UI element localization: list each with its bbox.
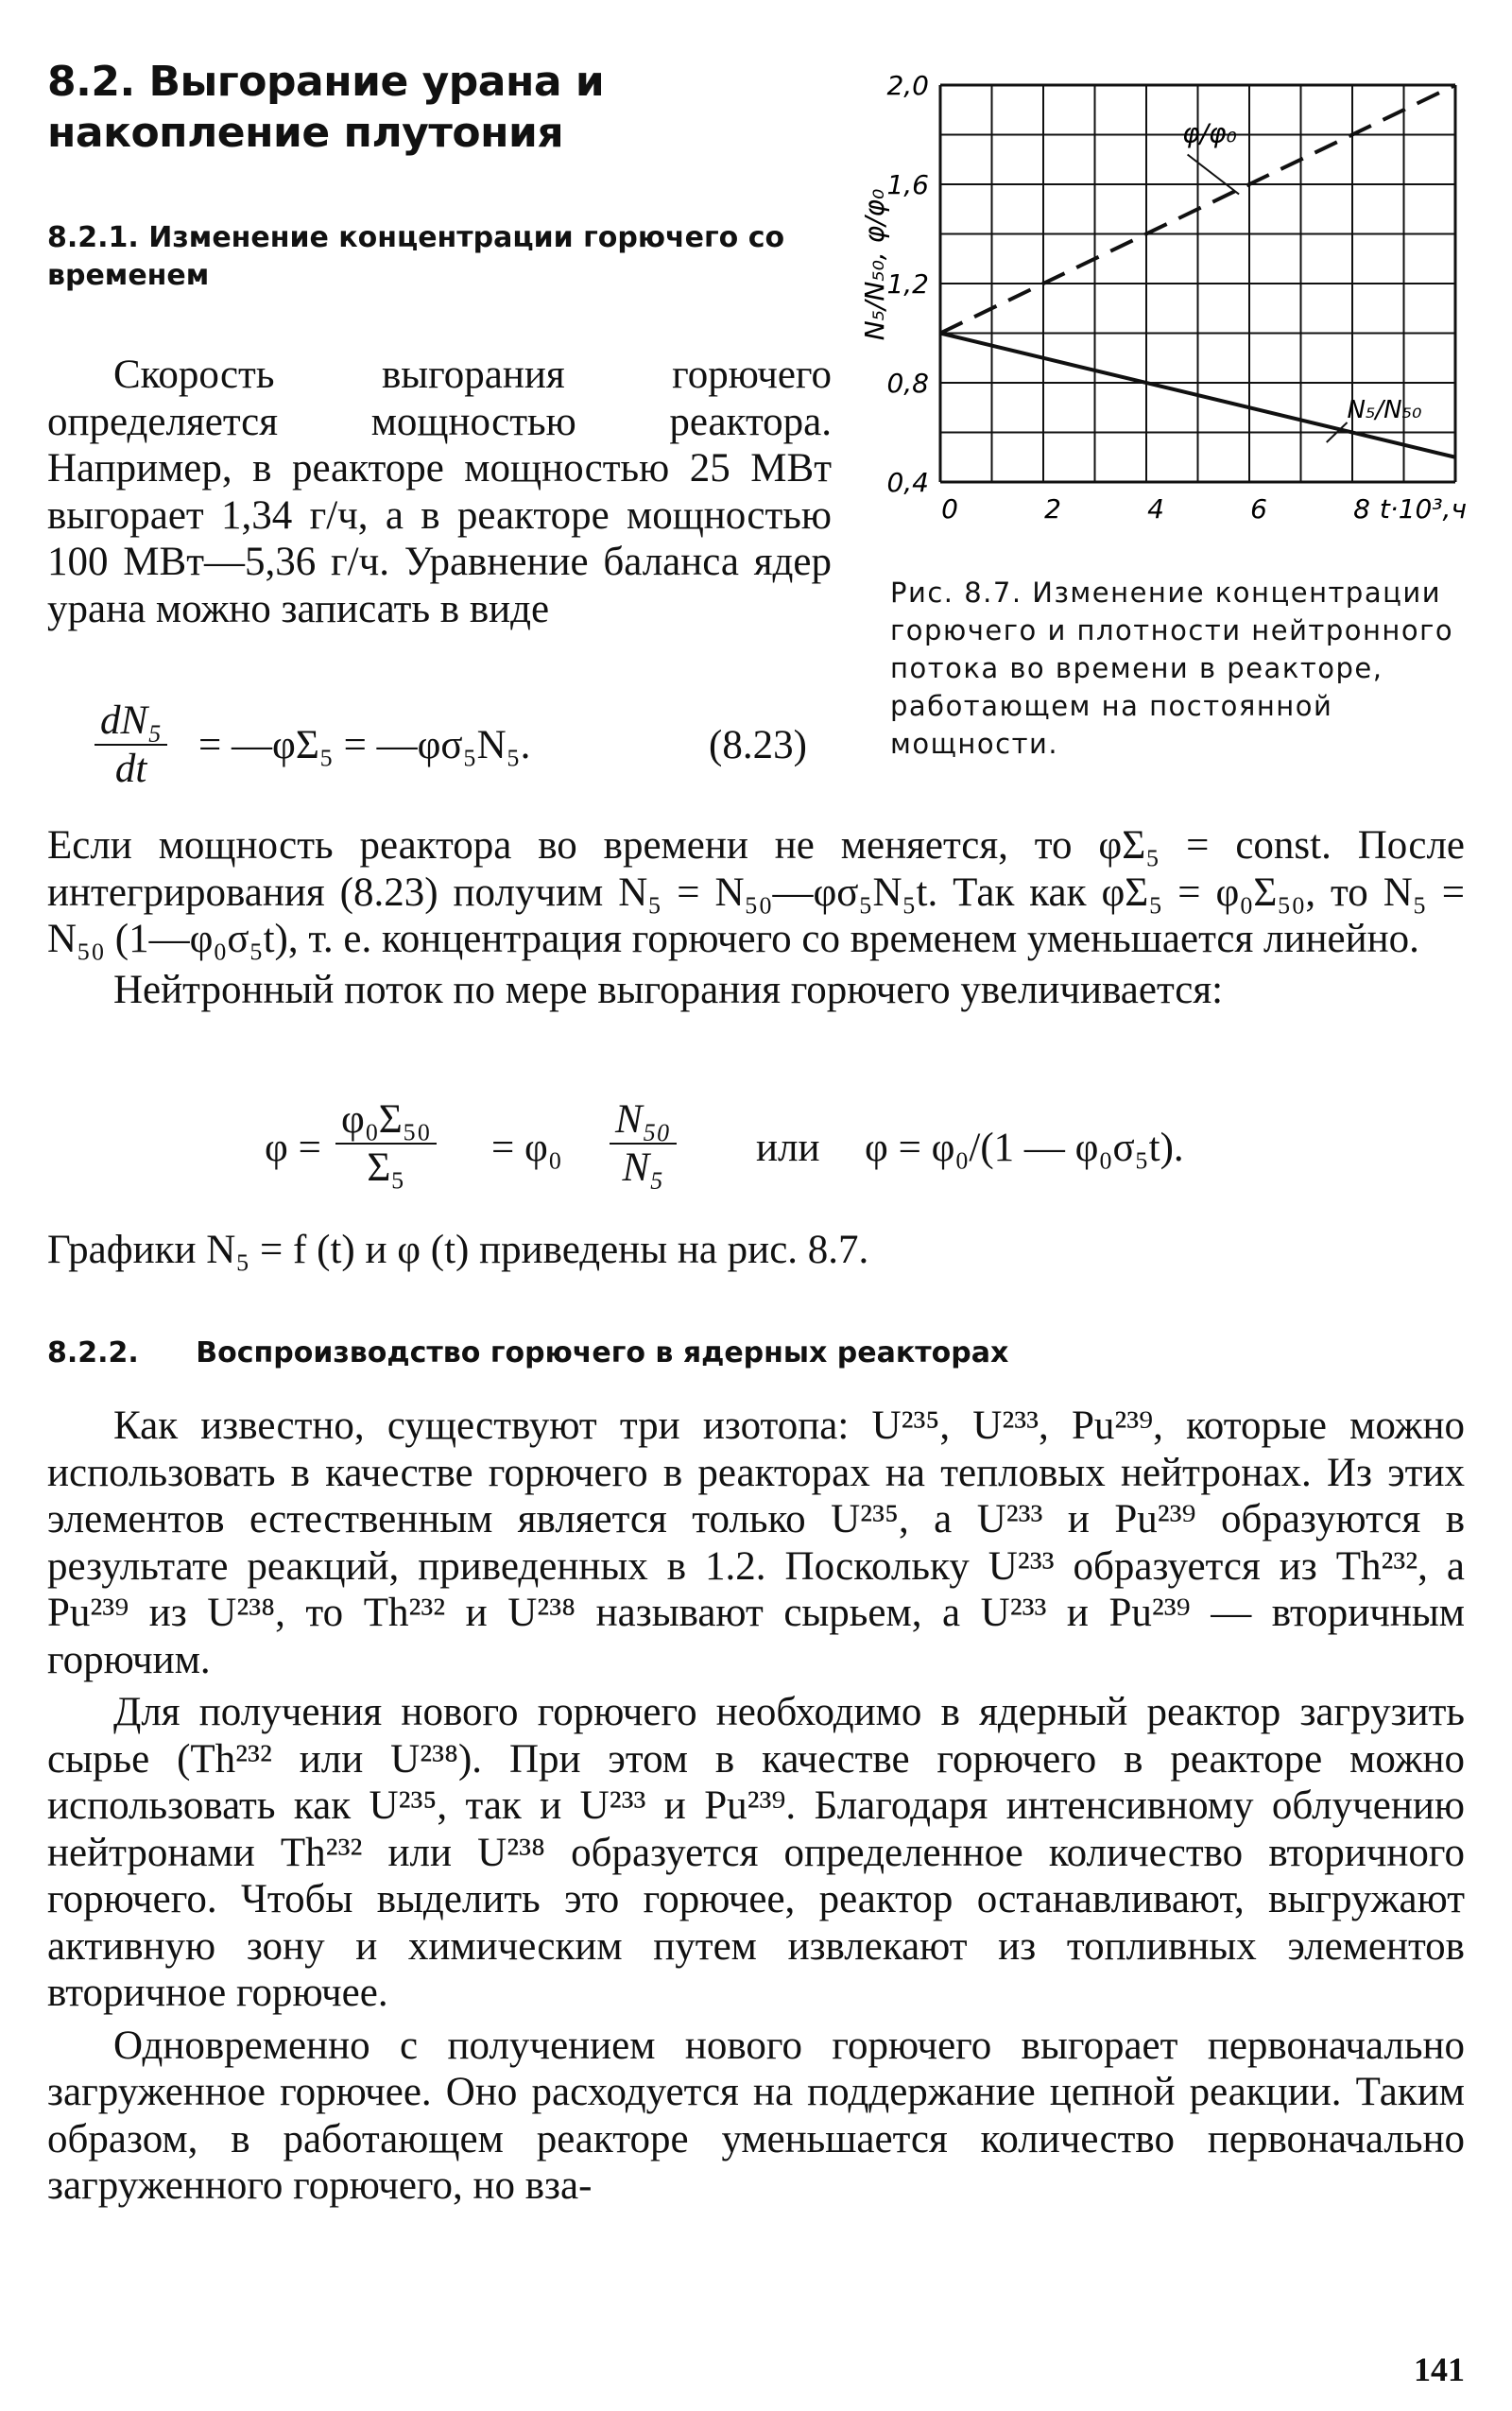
x-tick-label: 4 <box>1147 493 1164 525</box>
x-tick-label: 6 <box>1250 493 1267 525</box>
paragraph-3-text: Нейтронный поток по мере выгорания горючего увеличивается: <box>113 967 1224 1012</box>
paragraph-1-text: Скорость выгорания горючего определяется мощностью реактора. Например, в реакторе мощностью 25 МВт выгорает 1,34 г/ч, а в реакторе мощностью 100 МВт—5,36 г/ч. Уравнение баланса ядер урана можно записать в виде <box>47 353 832 631</box>
flux-fraction-1 <box>335 1096 437 1191</box>
eq-lhs-num: dN₅ <box>94 697 167 746</box>
paragraph-4-text: Графики N₅ = f (t) и φ (t) приведены на рис. 8.7. <box>47 1228 869 1272</box>
flux-num-1: φ₀Σ₅₀ <box>335 1096 437 1145</box>
main-text <box>47 1403 1465 2210</box>
paragraph-1 <box>47 352 832 632</box>
eq-lhs-fraction <box>94 697 167 792</box>
x-tick-label: 2 <box>1044 493 1061 525</box>
series-label-n5: N₅/N₅₀ <box>1347 395 1422 424</box>
flux-fraction-2 <box>610 1096 677 1191</box>
flux-den-2: N₅ <box>622 1145 664 1190</box>
x-tick-label: 0 <box>941 493 958 525</box>
page-number: 141 <box>1414 2351 1465 2388</box>
paragraph-6-text: Для получения нового горючего необходимо в ядерный реактор загрузить сырье (Th²³² или U²³⁸). При этом в качестве горючего в реакторе можно использовать как U²³⁵, так и U²³³ и Pu²³⁹. Благодаря интенсивному облучению нейтронами Th²³² или U²³⁸ образуется определенное количество вторичного горючего. Чтобы выделить это горючее, реактор останавливают, выгружают активную зону и химическим путем извлекают из топливных элементов вторичное горючее. <box>47 1690 1465 2015</box>
series-label-phi: φ/φ₀ <box>1182 117 1237 149</box>
flux-or: или <box>756 1126 820 1170</box>
paragraph-7-text: Одновременно с получением нового горючего выгорает первоначально загруженное горючее. Оно расходуется на поддержание цепной реакции. Таким образом, в работающем реакторе уменьшается количество первоначально загруженного горючего, но вза- <box>47 2023 1465 2208</box>
flux-num-2: N₅₀ <box>610 1096 677 1145</box>
subsection-heading-1: 8.2.1. Изменение концентрации горючего со временем <box>47 221 785 292</box>
subsection-heading-2 <box>47 1335 1465 1372</box>
flux-mid: = φ₀ <box>491 1126 562 1170</box>
y-tick-label: 0,8 <box>886 368 929 399</box>
y-tick-label: 0,4 <box>886 467 929 498</box>
eq-lhs-den: dt <box>114 747 147 791</box>
paragraph-2-text: Если мощность реактора во времени не меняется, то φΣ₅ = const. После интегрирования (8.23) получим N₅ = N₅₀—φσ₅N₅t. Так как φΣ₅ = φ₀Σ₅₀, то N₅ = N₅₀ (1—φ₀σ₅t), т. е. концентрация горючего со временем уменьшается линейно. <box>47 823 1465 961</box>
equation-flux <box>265 1096 1304 1210</box>
flux-den-1: Σ₅ <box>367 1145 405 1190</box>
y-axis-label: N₅/N₅₀, φ/φ₀ <box>859 188 890 341</box>
subsection-2-number: 8.2.2. <box>47 1336 139 1369</box>
subsection-2-title: Воспроизводство горючего в ядерных реакторах <box>196 1336 1009 1369</box>
y-tick-label: 1,6 <box>886 169 929 200</box>
section-heading: 8.2. Выгорание урана и накопление плутония <box>47 58 605 157</box>
flux-alt: φ = φ₀/(1 — φ₀σ₅t). <box>865 1126 1184 1170</box>
x-tick-label: 8 <box>1353 493 1370 525</box>
figure-caption: Рис. 8.7. Изменение концентрации горючего и плотности нейтронного потока во времени в реакторе, работающем на постоянной мощности. <box>890 577 1454 760</box>
y-tick-label: 1,2 <box>886 268 929 300</box>
eq-rhs: = —φΣ₅ = —φσ₅N₅. <box>198 723 531 767</box>
paragraph-2 <box>47 822 1465 1013</box>
paragraph-4 <box>47 1227 1465 1274</box>
flux-lhs: φ = <box>265 1126 321 1170</box>
y-tick-label: 2,0 <box>886 70 929 101</box>
x-axis-label: t·10³,ч <box>1379 493 1467 525</box>
leader-line-phi <box>1188 155 1240 195</box>
equation-8-23 <box>94 697 841 792</box>
figure-8-7-chart <box>850 57 1474 529</box>
eq-number: (8.23) <box>709 723 807 767</box>
paragraph-5-text: Как известно, существуют три изотопа: U²³⁵, U²³³, Pu²³⁹, которые можно использовать в качестве горючего в реакторах на тепловых нейтронах. Из этих элементов естественным является только U²³⁵, а U²³³ и Pu²³⁹ образуются в результате реакций, приведенных в 1.2. Поскольку U²³³ образуется из Th²³², а Pu²³⁹ из U²³⁸, то Th²³² и U²³⁸ называют сырьем, а U²³³ и Pu²³⁹ — вторичным горючим. <box>47 1404 1465 1682</box>
